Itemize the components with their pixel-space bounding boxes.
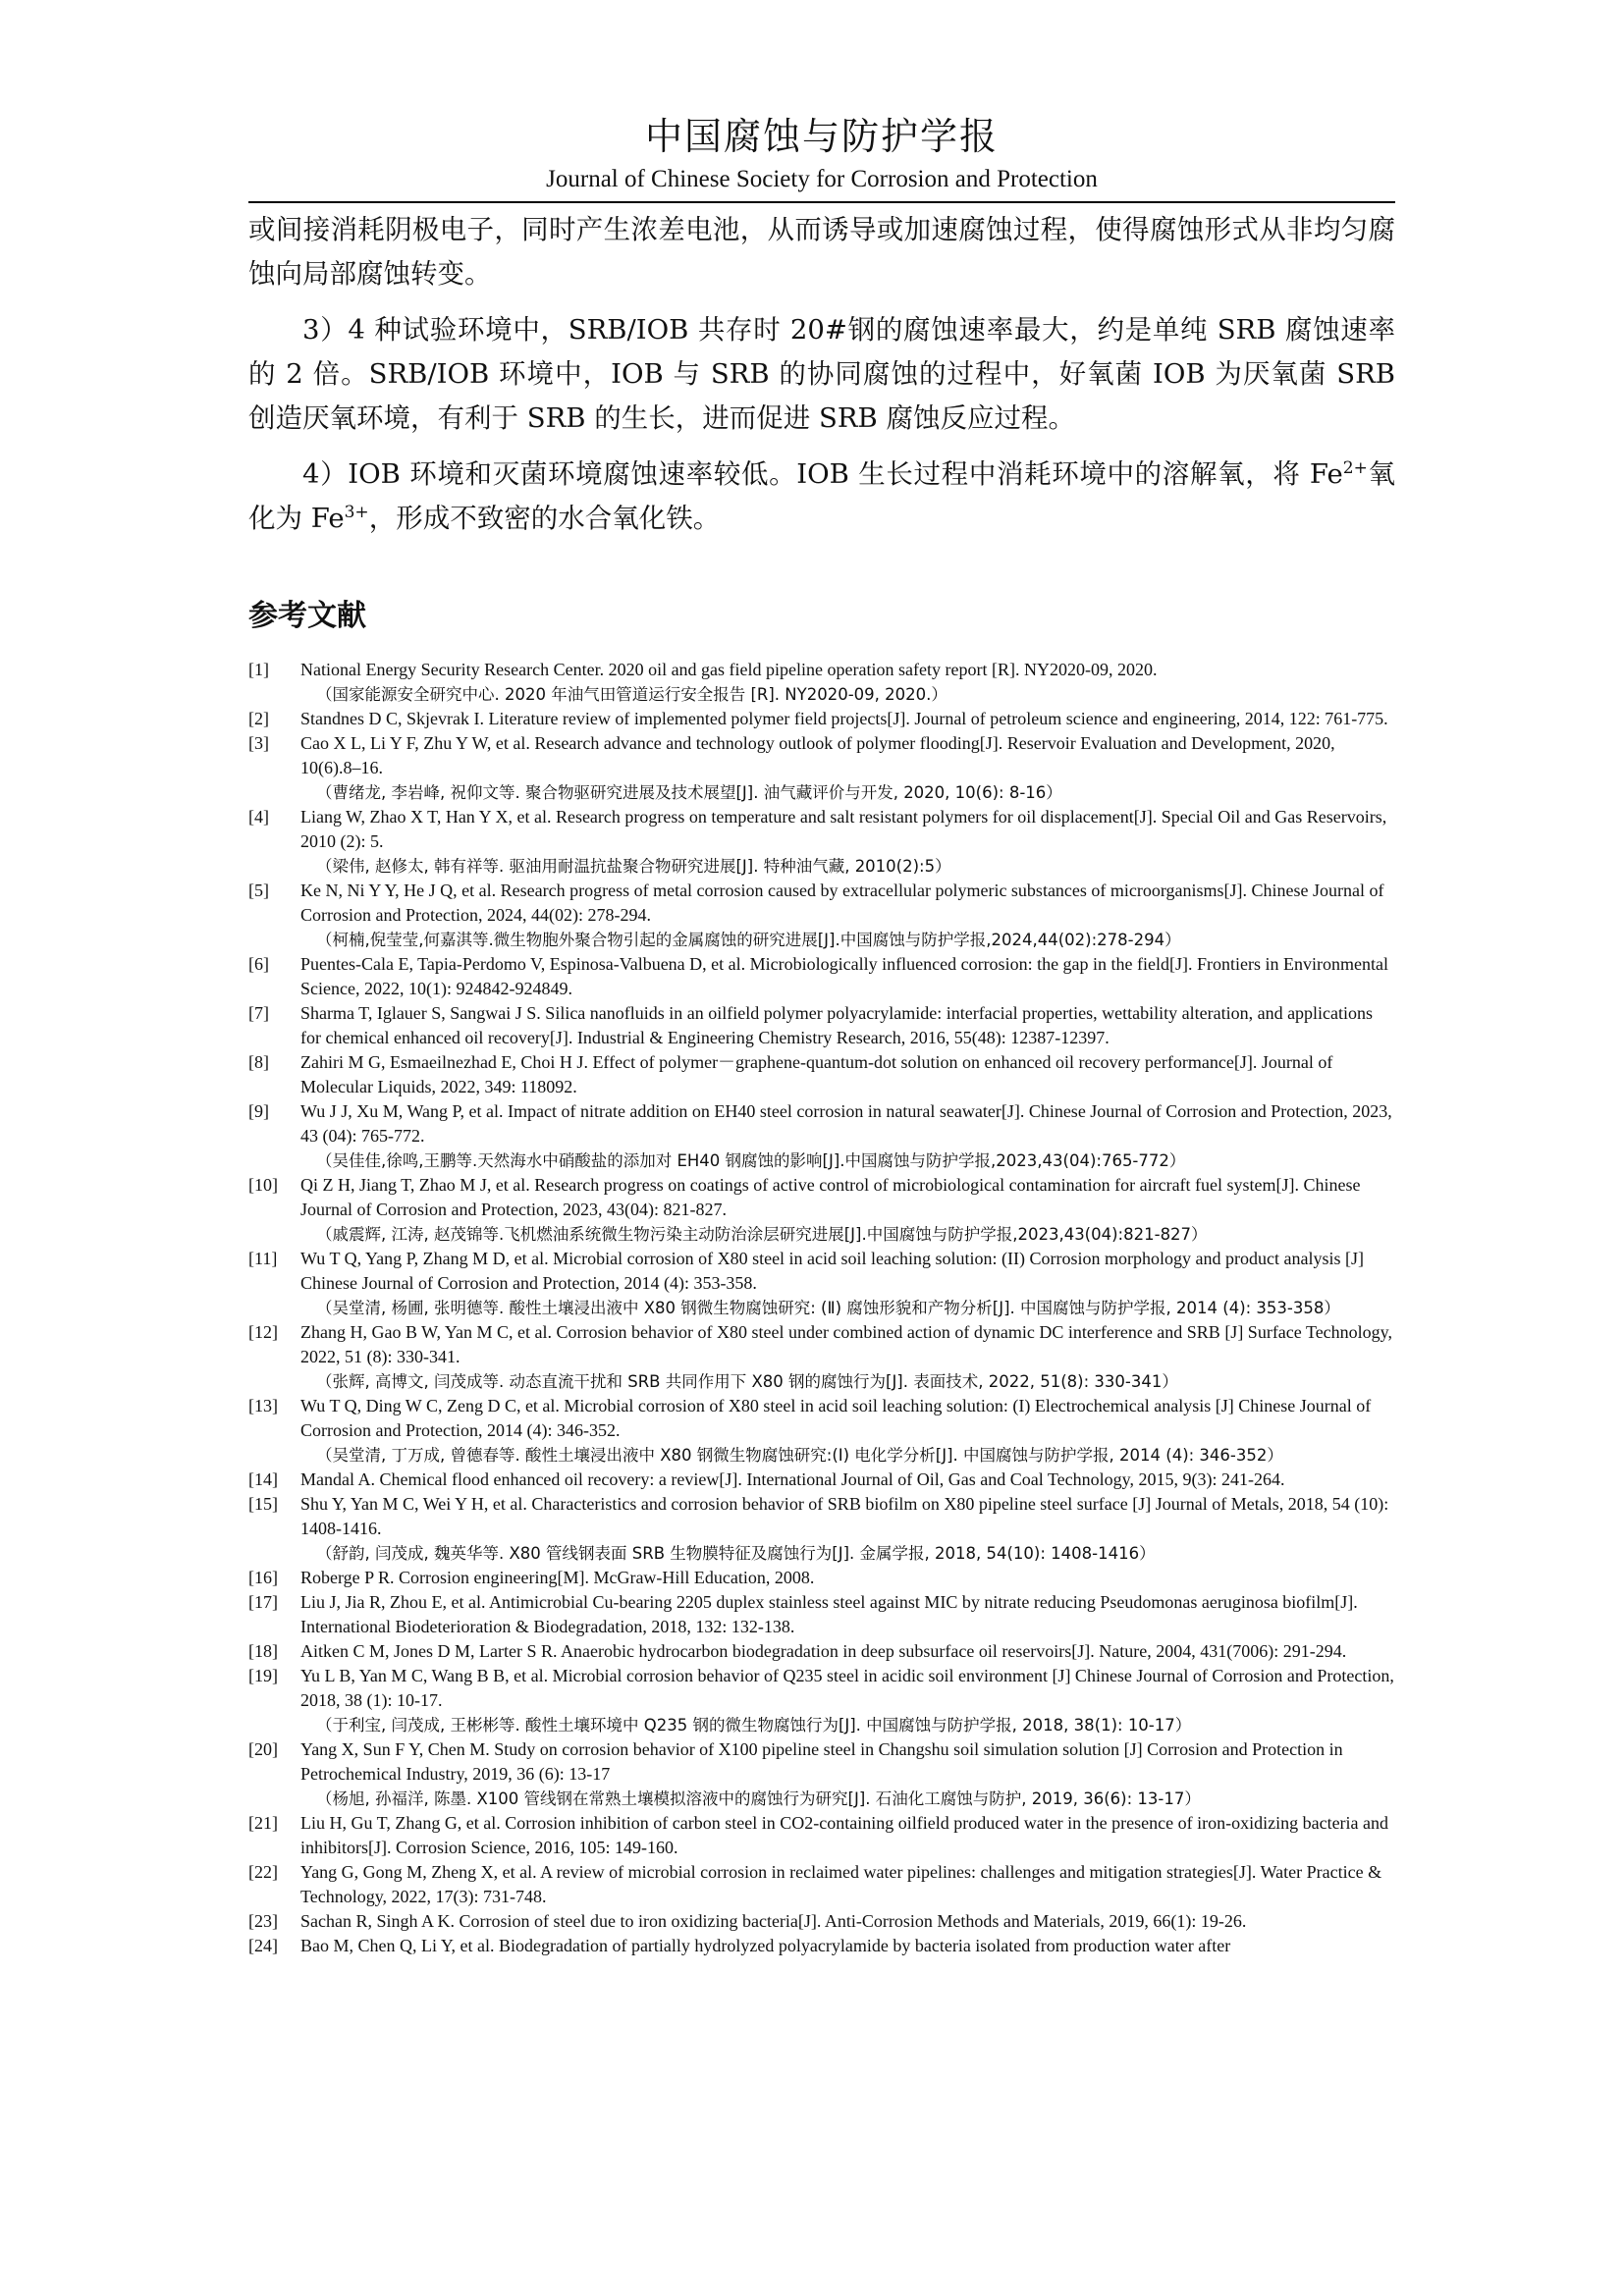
reference-number: [15] [248, 1494, 278, 1514]
reference-text: Mandal A. Chemical flood enhanced oil recovery: a review[J]. International Journal of Oil, Gas and Coal Technology, 2015, 9(3): 241-264. [300, 1469, 1285, 1489]
reference-item [248, 658, 1395, 707]
references-list [248, 658, 1395, 1958]
reference-text-cn: （吴堂清, 杨圃, 张明德等. 酸性土壤浸出液中 X80 钢微生物腐蚀研究: (Ⅱ) 腐蚀形貌和产物分析[J]. 中国腐蚀与防护学报, 2014 (4): 353-358） [316, 1299, 1340, 1317]
reference-body [300, 1860, 1395, 1909]
reference-text: Wu J J, Xu M, Wang P, et al. Impact of nitrate addition on EH40 steel corrosion in natural seawater[J]. Chinese Journal of Corrosion and Protection, 2023, 43 (04): 765-772. [300, 1101, 1392, 1146]
reference-text-cn: （吴佳佳,徐鸣,王鹏等.天然海水中硝酸盐的添加对 EH40 钢腐蚀的影响[J].中国腐蚀与防护学报,2023,43(04):765-772） [316, 1151, 1186, 1170]
reference-text: Zhang H, Gao B W, Yan M C, et al. Corrosion behavior of X80 steel under combined action of dynamic DC interference and SRB [J] Surface Technology, 2022, 51 (8): 330-341. [300, 1322, 1393, 1366]
reference-text-cn: （戚震辉, 江涛, 赵茂锦等.飞机燃油系统微生物污染主动防治涂层研究进展[J].中国腐蚀与防护学报,2023,43(04):821-827） [316, 1225, 1208, 1244]
reference-text: National Energy Security Research Center. 2020 oil and gas field pipeline operation safety report [R]. NY2020-09, 2020. [300, 660, 1158, 679]
reference-number: [1] [248, 660, 269, 679]
reference-text-cn: （舒韵, 闫茂成, 魏英华等. X80 管线钢表面 SRB 生物膜特征及腐蚀行为[J]. 金属学报, 2018, 54(10): 1408-1416） [316, 1544, 1156, 1563]
reference-item [248, 805, 1395, 879]
reference-body [300, 1468, 1395, 1492]
reference-body [300, 1737, 1395, 1811]
journal-title-cn: 中国腐蚀与防护学报 [644, 115, 999, 158]
reference-item [248, 1811, 1395, 1860]
reference-body [300, 1492, 1395, 1566]
reference-text: Shu Y, Yan M C, Wei Y H, et al. Characteristics and corrosion behavior of SRB biofilm on X80 pipeline steel surface [J] Journal of Metals, 2018, 54 (10): 1408-1416. [300, 1494, 1389, 1538]
reference-text: Standnes D C, Skjevrak I. Literature review of implemented polymer field projects[J]. Journal of petroleum science and engineering, 2014, 122: 761-775. [300, 709, 1388, 728]
superscript-fe2: 2+ [1342, 457, 1368, 478]
reference-text-cn: （张辉, 高博文, 闫茂成等. 动态直流干扰和 SRB 共同作用下 X80 钢的腐蚀行为[J]. 表面技术, 2022, 51(8): 330-341） [316, 1372, 1178, 1391]
reference-number: [10] [248, 1175, 278, 1195]
reference-number: [3] [248, 733, 269, 753]
reference-body [300, 1590, 1395, 1639]
reference-body [300, 1099, 1395, 1173]
reference-number: [19] [248, 1666, 278, 1685]
reference-item [248, 731, 1395, 805]
reference-text-cn: （于利宝, 闫茂成, 王彬彬等. 酸性土壤环境中 Q235 钢的微生物腐蚀行为[J]. 中国腐蚀与防护学报, 2018, 38(1): 10-17） [316, 1716, 1192, 1735]
reference-item [248, 1099, 1395, 1173]
reference-item [248, 1590, 1395, 1639]
reference-item [248, 1737, 1395, 1811]
reference-body [300, 707, 1395, 731]
reference-body [300, 1639, 1395, 1664]
reference-item [248, 1247, 1395, 1320]
reference-number: [22] [248, 1862, 278, 1882]
paragraph-continuation: 或间接消耗阴极电子，同时产生浓差电池，从而诱导或加速腐蚀过程，使得腐蚀形式从非均匀腐蚀向局部腐蚀转变。 [248, 214, 1395, 290]
reference-body [300, 1320, 1395, 1394]
reference-item [248, 879, 1395, 952]
reference-number: [12] [248, 1322, 278, 1342]
reference-text: Liu H, Gu T, Zhang G, et al. Corrosion inhibition of carbon steel in CO2-containing oilfield produced water in the presence of iron-oxidizing bacteria and inhibitors[J]. Corrosion Science, 2016, 105: 149-160. [300, 1813, 1389, 1857]
reference-item [248, 707, 1395, 731]
reference-text-cn: （国家能源安全研究中心. 2020 年油气田管道运行安全报告 [R]. NY2020-09, 2020.） [316, 685, 947, 704]
reference-body [300, 1173, 1395, 1247]
reference-number: [17] [248, 1592, 278, 1612]
references-heading: 参考文献 [248, 599, 366, 633]
reference-body [300, 1934, 1395, 1958]
reference-text-cn: （杨旭, 孙福洋, 陈墨. X100 管线钢在常熟土壤模拟溶液中的腐蚀行为研究[J]. 石油化工腐蚀与防护, 2019, 36(6): 13-17） [316, 1789, 1201, 1808]
reference-item [248, 1934, 1395, 1958]
reference-body [300, 1909, 1395, 1934]
paragraph-conclusion-4 [248, 453, 1395, 541]
reference-number: [14] [248, 1469, 278, 1489]
reference-number: [4] [248, 807, 269, 827]
reference-text: Liang W, Zhao X T, Han Y X, et al. Research progress on temperature and salt resistant polymers for oil displacement[J]. Special Oil and Gas Reservoirs, 2010 (2): 5. [300, 807, 1387, 851]
reference-number: [11] [248, 1249, 278, 1268]
reference-item [248, 1173, 1395, 1247]
reference-item [248, 1320, 1395, 1394]
reference-body [300, 805, 1395, 879]
reference-number: [20] [248, 1739, 278, 1759]
reference-text-cn: （吴堂清, 丁万成, 曾德春等. 酸性土壤浸出液中 X80 钢微生物腐蚀研究:(Ⅰ) 电化学分析[J]. 中国腐蚀与防护学报, 2014 (4): 346-352） [316, 1446, 1283, 1465]
reference-body [300, 1811, 1395, 1860]
reference-text: Yang G, Gong M, Zheng X, et al. A review of microbial corrosion in reclaimed water pipelines: challenges and mitigation strategies[J]. Water Practice & Technology, 2022, 17(3): 731-748. [300, 1862, 1382, 1906]
reference-number: [18] [248, 1641, 278, 1661]
reference-text: Liu J, Jia R, Zhou E, et al. Antimicrobial Cu-bearing 2205 duplex stainless steel against MIC by nitrate reducing Pseudomonas aeruginosa biofilm[J]. International Biodeterioration & Biodegradation, 2018, 132: 132-138. [300, 1592, 1358, 1636]
reference-text: Ke N, Ni Y Y, He J Q, et al. Research progress of metal corrosion caused by extracellular polymeric substances of microorganisms[J]. Chinese Journal of Corrosion and Protection, 2024, 44(02): 278-294. [300, 881, 1384, 925]
reference-body [300, 1394, 1395, 1468]
conclusion-4-part-c: ，形成不致密的水合氧化铁。 [368, 503, 721, 534]
reference-number: [23] [248, 1911, 278, 1931]
reference-number: [6] [248, 954, 269, 974]
reference-item [248, 1909, 1395, 1934]
reference-body [300, 1566, 1395, 1590]
reference-body [300, 879, 1395, 952]
reference-number: [16] [248, 1568, 278, 1587]
reference-item [248, 1664, 1395, 1737]
reference-item [248, 1001, 1395, 1050]
conclusion-4-part-a: 4）IOB 环境和灭菌环境腐蚀速率较低。IOB 生长过程中消耗环境中的溶解氧，将 Fe [302, 458, 1343, 490]
reference-item [248, 1468, 1395, 1492]
reference-text: Wu T Q, Ding W C, Zeng D C, et al. Microbial corrosion of X80 steel in acid soil leaching solution: (I) Electrochemical analysis [J] Chinese Journal of Corrosion and Protection, 2014 (4): 346-352. [300, 1396, 1372, 1440]
reference-item [248, 1492, 1395, 1566]
reference-body [300, 1001, 1395, 1050]
reference-number: [7] [248, 1003, 269, 1023]
reference-text-cn: （柯楠,倪莹莹,何嘉淇等.微生物胞外聚合物引起的金属腐蚀的研究进展[J].中国腐蚀与防护学报,2024,44(02):278-294） [316, 931, 1181, 949]
superscript-fe3: 3+ [344, 502, 369, 522]
journal-header [248, 112, 1395, 196]
reference-text: Yu L B, Yan M C, Wang B B, et al. Microbial corrosion behavior of Q235 steel in acidic soil environment [J] Chinese Journal of Corrosion and Protection, 2018, 38 (1): 10-17. [300, 1666, 1394, 1710]
reference-number: [21] [248, 1813, 278, 1833]
reference-number: [2] [248, 709, 269, 728]
reference-number: [24] [248, 1936, 278, 1955]
reference-body [300, 1664, 1395, 1737]
reference-number: [13] [248, 1396, 278, 1415]
reference-text: Roberge P R. Corrosion engineering[M]. McGraw-Hill Education, 2008. [300, 1568, 815, 1587]
reference-body [300, 731, 1395, 805]
reference-text-cn: （曹绪龙, 李岩峰, 祝仰文等. 聚合物驱研究进展及技术展望[J]. 油气藏评价与开发, 2020, 10(6): 8-16） [316, 783, 1062, 802]
reference-item [248, 1639, 1395, 1664]
header-rule [248, 201, 1395, 203]
reference-number: [8] [248, 1052, 269, 1072]
reference-text: Yang X, Sun F Y, Chen M. Study on corrosion behavior of X100 pipeline steel in Changshu soil simulation solution [J] Corrosion and Protection in Petrochemical Industry, 2019, 36 (6): 13-17 [300, 1739, 1343, 1784]
reference-text-cn: （梁伟, 赵修太, 韩有祥等. 驱油用耐温抗盐聚合物研究进展[J]. 特种油气藏, 2010(2):5） [316, 857, 951, 876]
reference-number: [5] [248, 881, 269, 900]
reference-item [248, 952, 1395, 1001]
reference-item [248, 1566, 1395, 1590]
body-text [248, 208, 1395, 553]
reference-text: Cao X L, Li Y F, Zhu Y W, et al. Research advance and technology outlook of polymer flooding[J]. Reservoir Evaluation and Development, 2020, 10(6).8–16. [300, 733, 1335, 777]
reference-text: Aitken C M, Jones D M, Larter S R. Anaerobic hydrocarbon biodegradation in deep subsurface oil reservoirs[J]. Nature, 2004, 431(7006): 291-294. [300, 1641, 1347, 1661]
reference-text: Zahiri M G, Esmaeilnezhad E, Choi H J. Effect of polymer－graphene-quantum-dot solution on enhanced oil recovery performance[J]. Journal of Molecular Liquids, 2022, 349: 118092. [300, 1052, 1333, 1096]
reference-text: Qi Z H, Jiang T, Zhao M J, et al. Research progress on coatings of active control of microbiological contamination for aircraft fuel system[J]. Chinese Journal of Corrosion and Protection, 2023, 43(04): 821-827. [300, 1175, 1361, 1219]
journal-title-en: Journal of Chinese Society for Corrosion and Protection [546, 166, 1098, 192]
reference-text: Sharma T, Iglauer S, Sangwai J S. Silica nanofluids in an oilfield polymer polyacrylamide: interfacial properties, wettability alteration, and applications for chemical enhanced oil recovery[J]. Industrial & Engineering Chemistry Research, 2016, 55(48): 12387-12397. [300, 1003, 1374, 1047]
paragraph-conclusion-3: 3）4 种试验环境中，SRB/IOB 共存时 20#钢的腐蚀速率最大，约是单纯 SRB 腐蚀速率的 2 倍。SRB/IOB 环境中，IOB 与 SRB 的协同腐蚀的过程中，好氧菌 IOB 为厌氧菌 SRB 创造厌氧环境，有利于 SRB 的生长，进而促进 SRB 腐蚀反应过程。 [248, 314, 1395, 434]
reference-text: Puentes-Cala E, Tapia-Perdomo V, Espinosa-Valbuena D, et al. Microbiologically influenced corrosion: the gap in the field[J]. Frontiers in Environmental Science, 2022, 10(1): 924842-924849. [300, 954, 1388, 998]
reference-body [300, 658, 1395, 707]
conclusion-4-part-b: 氧化为 Fe [248, 458, 1396, 534]
reference-text: Bao M, Chen Q, Li Y, et al. Biodegradation of partially hydrolyzed polyacrylamide by bacteria isolated from production water after [300, 1936, 1231, 1955]
reference-item [248, 1050, 1395, 1099]
reference-text: Sachan R, Singh A K. Corrosion of steel due to iron oxidizing bacteria[J]. Anti-Corrosion Methods and Materials, 2019, 66(1): 19-26. [300, 1911, 1247, 1931]
reference-item [248, 1394, 1395, 1468]
reference-text: Wu T Q, Yang P, Zhang M D, et al. Microbial corrosion of X80 steel in acid soil leaching solution: (II) Corrosion morphology and product analysis [J] Chinese Journal of Corrosion and Protection, 2014 (4): 353-358. [300, 1249, 1364, 1293]
reference-body [300, 952, 1395, 1001]
reference-number: [9] [248, 1101, 269, 1121]
reference-body [300, 1050, 1395, 1099]
reference-body [300, 1247, 1395, 1320]
reference-item [248, 1860, 1395, 1909]
